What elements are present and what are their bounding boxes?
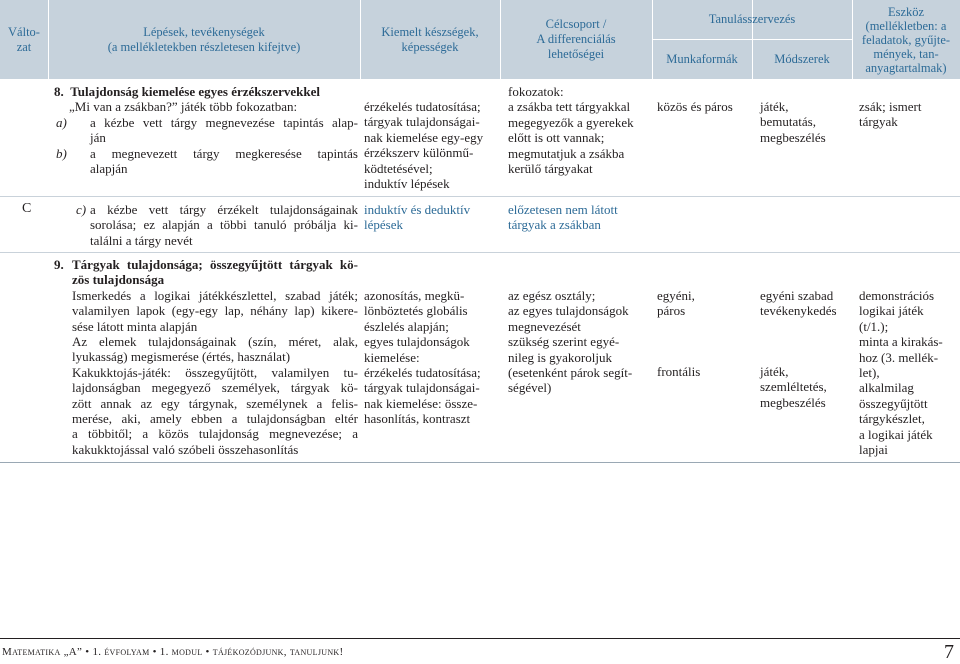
- text-line: tárgykészlet,: [859, 411, 925, 427]
- text-line: induktív és deduktív: [364, 202, 471, 217]
- text-line: nak kiemelése egy-egy: [364, 129, 484, 145]
- text-line: hasonlítás, kontraszt: [364, 411, 471, 427]
- header-eszkoz: Eszköz (mellékletben: a feladatok, gyűjte- mények, tan- anyagtartalmak): [861, 4, 951, 75]
- header-modszerek: Módszerek: [774, 52, 830, 66]
- text-line: egyes tulajdonságok: [364, 334, 470, 350]
- section-label: C: [22, 201, 32, 216]
- row8-b-line: alapján: [90, 161, 128, 177]
- list-marker: a): [56, 114, 67, 130]
- row9-body-line: kakukktojással való szóbeli összehasonlítás: [72, 441, 299, 457]
- header-kepessegek: Kiemelt készségek, képességek: [381, 24, 479, 54]
- text-line: megbeszélés: [760, 129, 826, 145]
- text-line: nak kiemelése: össze-: [364, 395, 478, 411]
- text-line: logikai játék: [859, 303, 924, 319]
- text-line: egyéni,: [657, 288, 695, 303]
- row8-b-line: a megnevezett tárgy megkeresése tapintás: [90, 145, 358, 161]
- text-line: előzetesen nem látott: [508, 202, 618, 217]
- rowC-skills: [364, 202, 498, 233]
- text-line: az egyes tulajdonságok: [508, 303, 629, 319]
- row9-modszer-2: [760, 364, 850, 410]
- table-header: [0, 0, 960, 79]
- text-line: közös és páros: [657, 99, 733, 114]
- text-line: fokozatok:: [508, 84, 564, 99]
- text-line: játék,: [760, 364, 789, 379]
- row9-title-line: Tárgyak tulajdonsága; összegyűjtött tárgyak kö-: [72, 257, 358, 272]
- text-line: érzékszerv különmű-: [364, 145, 474, 161]
- text-line: tárgyak tulajdonságai-: [364, 380, 480, 396]
- text-line: (esetenként párok segít-: [508, 365, 633, 381]
- text-line: tevékenykedés: [760, 303, 837, 319]
- text-line: lapjai: [859, 442, 888, 458]
- header-celcsoport: Célcsoport / A differenciálás lehetőségei: [536, 17, 616, 61]
- text-line: egyéni szabad: [760, 288, 834, 303]
- text-line: szemléltetés,: [760, 379, 827, 395]
- row9-body: [54, 288, 358, 457]
- row8-skills: [364, 99, 498, 191]
- row9-body-line: Az elemek tulajdonságainak (szín, méret, alak,: [72, 334, 358, 350]
- text-line: hoz (3. mellék-: [859, 349, 939, 365]
- text-line: a zsákba tett tárgyakkal: [508, 99, 631, 115]
- rowC-item-c: [54, 202, 358, 248]
- row9-title-line: zös tulajdonsága: [72, 272, 165, 288]
- row9-munkaforma-2: [657, 364, 751, 379]
- row8-title: 8. Tulajdonság kiemelése egyes érzékszervekkel: [54, 84, 320, 99]
- text-line: induktív lépések: [364, 176, 450, 192]
- list-marker: c): [76, 202, 87, 217]
- table-bottom-border: [0, 462, 960, 463]
- text-line: megbeszélés: [760, 394, 826, 410]
- text-line: játék,: [760, 99, 789, 114]
- row8-item-b: [54, 146, 358, 177]
- text-line: zsák; ismert: [859, 99, 922, 114]
- row8-item-a: [54, 115, 358, 146]
- text-line: tárgyak tulajdonságai-: [364, 114, 480, 130]
- row9-eszkoz: [859, 288, 957, 457]
- text-line: kerülő tárgyakat: [508, 161, 593, 177]
- text-line: tárgyak a zsákban: [508, 217, 601, 233]
- text-line: érzékelés tudatosítása;: [364, 365, 481, 381]
- text-line: kiemelése:: [364, 349, 420, 365]
- row9-skills: [364, 288, 498, 427]
- row9-modszer-1: [760, 288, 850, 319]
- text-line: lönböztetés globális: [364, 303, 468, 319]
- row9-body-line: merése, aki, amely ebben a tulajdonságban eltér: [72, 411, 358, 427]
- text-line: (t/1.);: [859, 318, 889, 334]
- text-line: ködtetésével;: [364, 160, 433, 176]
- row9-number: 9.: [54, 257, 64, 272]
- row8-subtitle: „Mi van a zsákban?” játék több fokozatban:: [69, 99, 298, 115]
- row9-body-line: Kakukktojás-játék: összegyűjtött, valamilyen tu-: [72, 364, 358, 380]
- row8-target: [508, 84, 650, 176]
- row8-activity: [54, 84, 358, 176]
- header-tanulasszervezes: Tanulásszervezés: [708, 12, 796, 26]
- row9-body-line: lyukasság) megismerése (értés, használat): [72, 349, 291, 365]
- text-line: érzékelés tudatosítása;: [364, 99, 481, 114]
- rowC-c-line: sorolása; ez alapján a többi tanuló próbálja ki-: [90, 217, 358, 233]
- header-lepesek: Lépések, tevékenységek (a mellékletekben részletesen kifejtve): [107, 24, 301, 54]
- row9-target: [508, 288, 650, 396]
- list-marker: b): [56, 145, 67, 161]
- rowC-target: [508, 202, 650, 233]
- row8-a-line: ján: [90, 130, 106, 146]
- row9-body-line: Ismerkedés a logikai játékkészlettel, szabad játék;: [72, 287, 358, 303]
- row9-munkaforma-1: [657, 288, 751, 319]
- text-line: minta a kirakás-: [859, 334, 943, 350]
- row9-body-line: lajdonságban megegyező személyek, tárgyak kö-: [72, 380, 358, 396]
- text-line: szükség szerint egyé-: [508, 334, 620, 350]
- footer-text: Matematika „A” • 1. évfolyam • 1. modul • tájékozódjunk, tanuljunk!: [2, 646, 344, 658]
- row8-modszer: [760, 99, 850, 145]
- text-line: let),: [859, 365, 880, 381]
- page-number: 7: [944, 641, 954, 663]
- row9-body-line: zött annak az egy tárgynak, személynek a felis-: [72, 395, 358, 411]
- text-line: megnevezését: [508, 318, 581, 334]
- text-line: nileg is gyakoroljuk: [508, 349, 612, 365]
- text-line: ségével): [508, 380, 552, 396]
- row-divider: [0, 252, 960, 253]
- text-line: páros: [657, 303, 686, 319]
- row9-body-line: valamilyen lapok (egy-egy lap, néhány lap) kikere-: [72, 303, 358, 319]
- text-line: lépések: [364, 217, 403, 233]
- rowC-c-line: találni a tárgy nevét: [90, 232, 193, 248]
- row9-body-line: a többitől; a közös tulajdonság megnevezése; a: [72, 426, 358, 442]
- row9-body-line: sése látott minta alapján: [72, 318, 198, 334]
- text-line: megegyezők a gyerekek: [508, 114, 634, 130]
- row-divider: [0, 196, 960, 197]
- header-munkaformak: Munkaformák: [666, 52, 738, 66]
- text-line: összegyűjtött: [859, 395, 928, 411]
- rowC-activity: [54, 202, 358, 248]
- text-line: észlelés alapján;: [364, 318, 449, 334]
- footer-rule: [0, 638, 960, 639]
- text-line: a logikai játék: [859, 426, 933, 442]
- row8-a-line: a kézbe vett tárgy megnevezése tapintás alap-: [90, 114, 358, 130]
- row8-eszkoz: [859, 99, 957, 130]
- text-line: bemutatás,: [760, 114, 816, 130]
- text-line: előtt is ott vannak;: [508, 130, 605, 146]
- text-line: alkalmilag: [859, 380, 914, 396]
- text-line: frontális: [657, 364, 701, 379]
- text-line: azonosítás, megkü-: [364, 288, 465, 303]
- header-valtozat: Válto- zat: [8, 24, 40, 54]
- row8-munkaforma: [657, 99, 751, 114]
- rowC-c-line: a kézbe vett tárgy érzékelt tulajdonságainak: [90, 202, 358, 217]
- text-line: demonstrációs: [859, 288, 935, 303]
- text-line: megmutatjuk a zsákba: [508, 145, 625, 161]
- text-line: az egész osztály;: [508, 288, 596, 303]
- row9-activity: [54, 257, 358, 457]
- text-line: tárgyak: [859, 114, 898, 130]
- row9-title: [54, 257, 358, 288]
